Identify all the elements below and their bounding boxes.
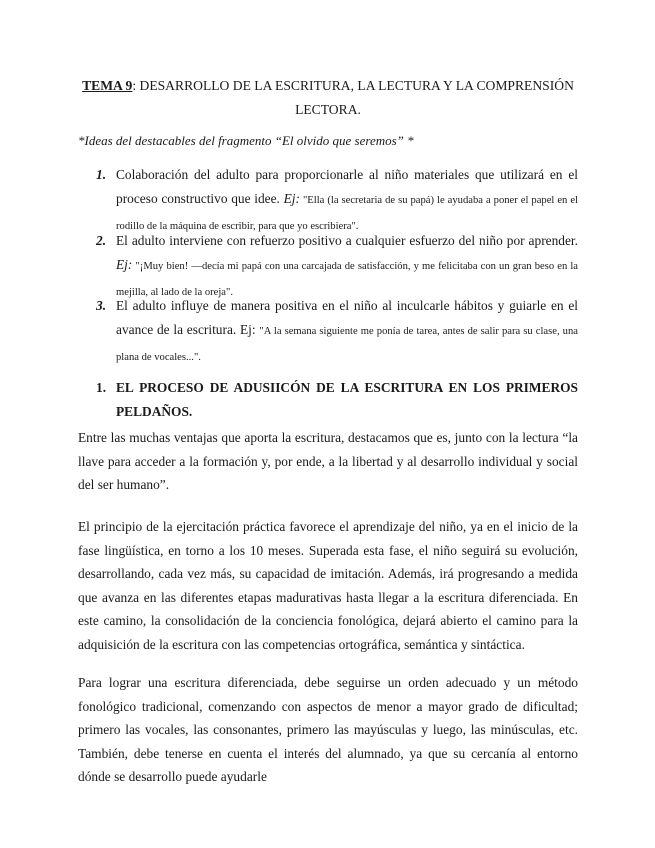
list-item-number: 2. [96,233,107,248]
list-item-ej: Ej: [283,191,300,206]
list-item-quote: "¡Muy bien! —decía mi papá con una carcajada de satisfacción, y me felicitaba con un gran beso en la mejilla, al lado de la oreja". [116,261,578,298]
list-item-quote: "A la semana siguiente me ponía de tarea, antes de salir para su clase, una plana de vocales...". [116,326,578,363]
title-tema-label: TEMA 9 [82,78,133,93]
page-title [78,74,578,122]
paragraph: Para lograr una escritura diferenciada, debe seguirse un orden adecuado y un método fonológico tradicional, comenzando con aspectos de menor a mayor grado de dificultad; primero las vocales, las consonantes, primero las mayúsculas y luego, las minúsculas, etc. También, debe tenerse en cuenta el interés del alumnado, ya que su cercanía al entorno dónde se desarrollo puede ayudarle [78,675,578,784]
list-item-ej: Ej: [116,257,133,272]
list-item-number: 3. [96,298,107,313]
ideas-heading: *Ideas del destacables del fragmento “El olvido que seremos” * [78,133,414,148]
section-title-line2: PELDAÑOS. [116,404,193,419]
list-item-body [116,163,578,239]
list-item-text: Colaboración del adulto para proporcionarle al niño materiales que utilizará en el proceso constructivo que idee. [116,167,578,206]
list-item-text: El adulto influye de manera positiva en el niño al inculcarle hábitos y guiarle en el avance de la escritura. Ej: [116,298,578,337]
section-number: 1. [96,380,107,395]
section-title-line1: EL PROCESO DE ADUSIICÓN DE LA ESCRITURA EN LOS PRIMEROS [116,380,578,395]
paragraph: El principio de la ejercitación práctica favorece el aprendizaje del niño, ya en el inicio de la fase lingüística, en torno a los 10 meses. Superada esta fase, el niño seguirá su evolución, desarrollando, cada vez más, su capacidad de imitación. Además, irá progresando a medida que avanza en las diferentes etapas madurativas hasta llegar a la escritura diferenciada. En este camino, la consolidación de la conciencia fonológica, dejará abierto el camino para la adquisición de la escritura con las competencias ortográfica, semántica y sintáctica. [78,519,578,652]
title-text: : DESARROLLO DE LA ESCRITURA, LA LECTURA Y LA COMPRENSIÓN LECTORA. [132,78,574,117]
list-item-text: El adulto interviene con refuerzo positivo a cualquier esfuerzo del niño por aprender. [116,233,578,248]
list-item-body [116,294,578,370]
paragraph: Entre las muchas ventajas que aporta la escritura, destacamos que es, junto con la lectura “la llave para acceder a la formación y, por ende, a la libertad y al desarrollo individual y social del ser humano”. [78,430,578,492]
list-item-quote: "Ella (la secretaria de su papá) le ayudaba a poner el papel en el rodillo de la máquina de escribir, para que yo escribiera". [116,195,578,232]
list-item-number: 1. [96,167,107,182]
